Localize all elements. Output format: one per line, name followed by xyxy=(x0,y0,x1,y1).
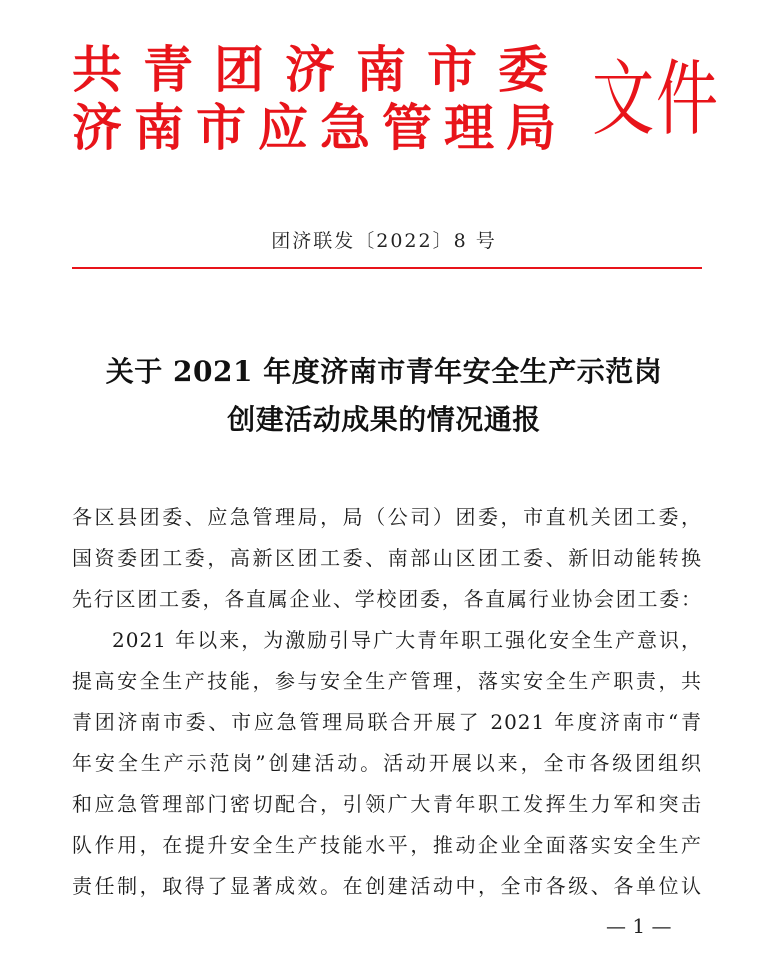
red-separator-line xyxy=(72,267,702,269)
document-mark: 文件 xyxy=(592,52,720,147)
addressee-block xyxy=(72,497,702,620)
title-line-1: 关于 2021 年度济南市青年安全生产示范岗 xyxy=(105,355,663,388)
page-number: — 1 — xyxy=(606,914,672,938)
body-paragraph xyxy=(72,620,702,907)
paragraph-line: 提高安全生产技能，参与安全生产管理，落实安全生产职责，共 xyxy=(72,669,702,693)
document-number: 团济联发〔2022〕8 号 xyxy=(271,230,497,252)
addressee-line: 国资委团工委，高新区团工委、南部山区团工委、新旧动能转换 xyxy=(72,546,702,570)
title-line-2: 创建活动成果的情况通报 xyxy=(227,403,541,436)
paragraph-line: 和应急管理部门密切配合，引领广大青年职工发挥生力军和突击 xyxy=(72,792,702,816)
addressee-line: 先行区团工委，各直属企业、学校团委，各直属行业协会团工委： xyxy=(72,587,702,611)
paragraph-line: 责任制，取得了显著成效。在创建活动中，全市各级、各单位认 xyxy=(72,874,702,898)
issuer-line-emergency-bureau: 济南市应急管理局 xyxy=(72,99,568,157)
red-masthead xyxy=(72,36,720,166)
paragraph-line: 年安全生产示范岗”创建活动。活动开展以来，全市各级团组织 xyxy=(72,751,702,775)
paragraph-line: 青团济南市委、市应急管理局联合开展了 2021 年度济南市“青 xyxy=(72,710,702,734)
addressee-line: 各区县团委、应急管理局，局（公司）团委，市直机关团工委， xyxy=(72,505,702,529)
paragraph-line: 2021 年以来，为激励引导广大青年职工强化安全生产意识， xyxy=(112,628,702,652)
issuer-line-youth-league: 共青团济南市委 xyxy=(72,41,569,99)
paragraph-line: 队作用，在提升安全生产技能水平，推动企业全面落实安全生产 xyxy=(72,833,702,857)
